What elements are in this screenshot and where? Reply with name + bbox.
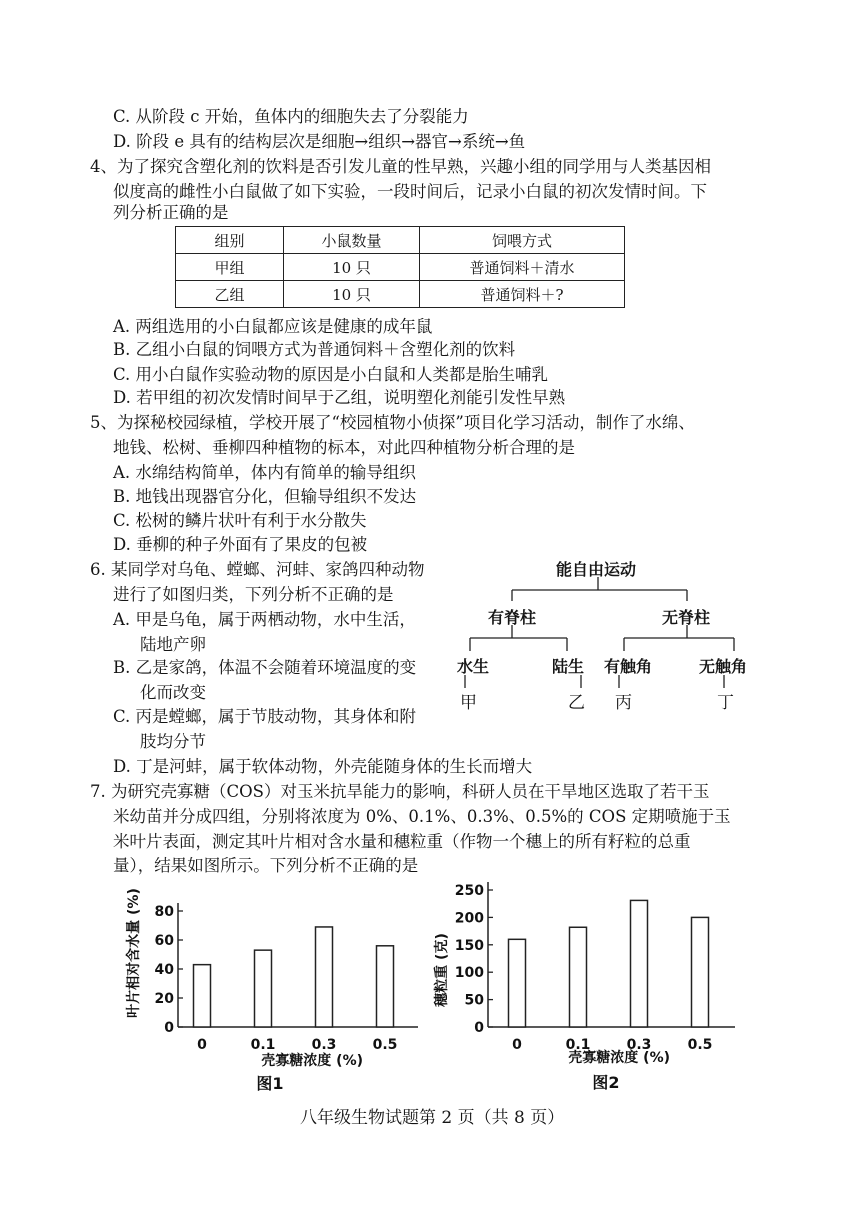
table-header-row — [176, 227, 625, 254]
table-cell: 普通饲料＋清水 — [420, 254, 625, 281]
bar — [570, 927, 587, 1027]
x-axis-label: 壳寡糖浓度 (%) — [261, 1053, 363, 1069]
q6-option-c-line1: C. 丙是螳螂，属于节肢动物，其身体和附 — [113, 707, 417, 726]
x-tick-label: 0.3 — [311, 1037, 337, 1053]
bar — [255, 950, 272, 1027]
q6-stem-line1: 6. 某同学对乌龟、螳螂、河蚌、家鸽四种动物 — [90, 560, 425, 579]
q7-stem-line1: 7. 为研究壳寡糖（COS）对玉米抗旱能力的影响，科研人员在干旱地区选取了若干玉 — [90, 782, 710, 801]
q3-option-d: D. 阶段 e 具有的结构层次是细胞→组织→器官→系统→鱼 — [113, 132, 526, 151]
q5-option-d: D. 垂柳的种子外面有了果皮的包被 — [113, 535, 368, 554]
tree-node-antennae: 有触角 — [604, 657, 653, 676]
tree-node-aquatic: 水生 — [457, 657, 490, 676]
x-tick-label: 0.3 — [626, 1037, 652, 1053]
y-tick-label: 80 — [154, 904, 174, 920]
q4-option-d: D. 若甲组的初次发情时间早于乙组，说明塑化剂能引发性早熟 — [113, 388, 566, 407]
q4-option-b: B. 乙组小白鼠的饲喂方式为普通饲料＋含塑化剂的饮料 — [113, 340, 516, 359]
x-tick-label: 0.1 — [250, 1037, 276, 1053]
y-axis-label: 穗粒重 (克) — [434, 933, 450, 1007]
figure-title: 图1 — [256, 1074, 284, 1093]
figure-1-chart — [118, 885, 418, 1100]
x-tick-label: 0.1 — [565, 1037, 591, 1053]
q4-option-c: C. 用小白鼠作实验动物的原因是小白鼠和人类都是胎生哺乳 — [113, 365, 549, 384]
q5-stem-line1: 5、为探秘校园绿植，学校开展了“校园植物小侦探”项目化学习活动，制作了水绵、 — [90, 413, 695, 432]
table-header: 组别 — [176, 227, 284, 254]
x-axis-label: 壳寡糖浓度 (%) — [568, 1050, 670, 1066]
q7-stem-line3: 米叶片表面，测定其叶片相对含水量和穗粒重（作物一个穗上的所有籽粒的总重 — [113, 832, 691, 851]
x-tick-label: 0.5 — [687, 1037, 713, 1053]
figure-2-chart — [430, 880, 740, 1100]
q5-stem-line2: 地钱、松树、垂柳四种植物的标本，对此四种植物分析合理的是 — [113, 438, 575, 457]
q6-stem-line2: 进行了如图归类，下列分析不正确的是 — [113, 585, 394, 604]
bar — [692, 917, 709, 1027]
y-tick-label: 50 — [464, 992, 484, 1009]
table-cell: 10 只 — [284, 254, 420, 281]
table-cell: 乙组 — [176, 281, 284, 308]
y-tick-label: 200 — [454, 910, 484, 927]
bar — [316, 927, 333, 1027]
tree-leaf-bing: 丙 — [615, 693, 632, 713]
q6-option-a-line2: 陆地产卵 — [140, 635, 206, 654]
table-cell: 普通饲料＋? — [420, 281, 625, 308]
y-tick-label: 20 — [154, 991, 174, 1007]
table-header: 小鼠数量 — [284, 227, 420, 254]
figure-1 — [118, 885, 418, 1100]
y-tick-label: 250 — [454, 883, 484, 899]
bar — [509, 939, 526, 1027]
x-tick-label: 0 — [197, 1037, 207, 1053]
q5-option-c: C. 松树的鳞片状叶有利于水分散失 — [113, 511, 367, 530]
table-row — [176, 254, 625, 281]
table-row — [176, 281, 625, 308]
q4-stem-line3: 列分析正确的是 — [113, 203, 229, 222]
q6-option-d: D. 丁是河蚌，属于软体动物，外壳能随身体的生长而增大 — [113, 757, 533, 776]
y-tick-label: 60 — [154, 933, 174, 949]
figure-title: 图2 — [592, 1073, 620, 1092]
q4-table — [175, 226, 625, 308]
tree-node-vertebrate: 有脊柱 — [488, 608, 537, 627]
table-cell: 10 只 — [284, 281, 420, 308]
q5-option-a: A. 水绵结构简单，体内有简单的输导组织 — [113, 463, 416, 482]
bar — [377, 946, 394, 1027]
x-tick-label: 0 — [512, 1037, 522, 1053]
tree-node-invertebrate: 无脊柱 — [662, 608, 711, 627]
q4-stem-line2: 似度高的雌性小白鼠做了如下实验，一段时间后，记录小白鼠的初次发情时间。下 — [113, 182, 707, 201]
tree-leaf-jia: 甲 — [460, 693, 477, 713]
tree-node-terrestrial: 陆生 — [552, 657, 585, 676]
figure-2 — [430, 880, 740, 1100]
classification-tree — [452, 553, 762, 713]
q3-option-c: C. 从阶段 c 开始，鱼体内的细胞失去了分裂能力 — [113, 107, 469, 126]
bar — [194, 965, 211, 1027]
y-tick-label: 0 — [474, 1020, 484, 1036]
tree-leaf-ding: 丁 — [717, 693, 734, 713]
table-header: 饲喂方式 — [420, 227, 625, 254]
q6-option-b-line1: B. 乙是家鸽，体温不会随着环境温度的变 — [113, 658, 417, 677]
tree-root: 能自由运动 — [556, 560, 637, 579]
tree-node-no-antennae: 无触角 — [699, 657, 748, 676]
y-tick-label: 0 — [164, 1020, 174, 1036]
q4-stem-line1: 4、为了探究含塑化剂的饮料是否引发儿童的性早熟，兴趣小组的同学用与人类基因相 — [90, 157, 711, 176]
y-axis-label: 叶片相对含水量 (%) — [126, 888, 142, 1018]
x-tick-label: 0.5 — [372, 1037, 398, 1053]
q6-option-c-line2: 肢均分节 — [140, 732, 206, 751]
q6-option-a-line1: A. 甲是乌龟，属于两栖动物，水中生活， — [113, 610, 416, 629]
y-tick-label: 150 — [454, 937, 484, 954]
table-cell: 甲组 — [176, 254, 284, 281]
q6-option-b-line2: 化而改变 — [140, 683, 206, 702]
q5-option-b: B. 地钱出现器官分化，但输导组织不发达 — [113, 487, 417, 506]
page-footer: 八年级生物试题第 2 页（共 8 页） — [300, 1108, 565, 1128]
q7-stem-line2: 米幼苗并分成四组，分别将浓度为 0%、0.1%、0.3%、0.5%的 COS 定期喷施于玉 — [113, 807, 731, 826]
y-tick-label: 40 — [154, 962, 174, 978]
q4-option-a: A. 两组选用的小白鼠都应该是健康的成年鼠 — [113, 317, 433, 336]
q7-stem-line4: 量），结果如图所示。下列分析不正确的是 — [113, 856, 419, 875]
bar — [631, 900, 648, 1027]
tree-leaf-yi: 乙 — [568, 693, 585, 713]
y-tick-label: 100 — [454, 965, 484, 982]
